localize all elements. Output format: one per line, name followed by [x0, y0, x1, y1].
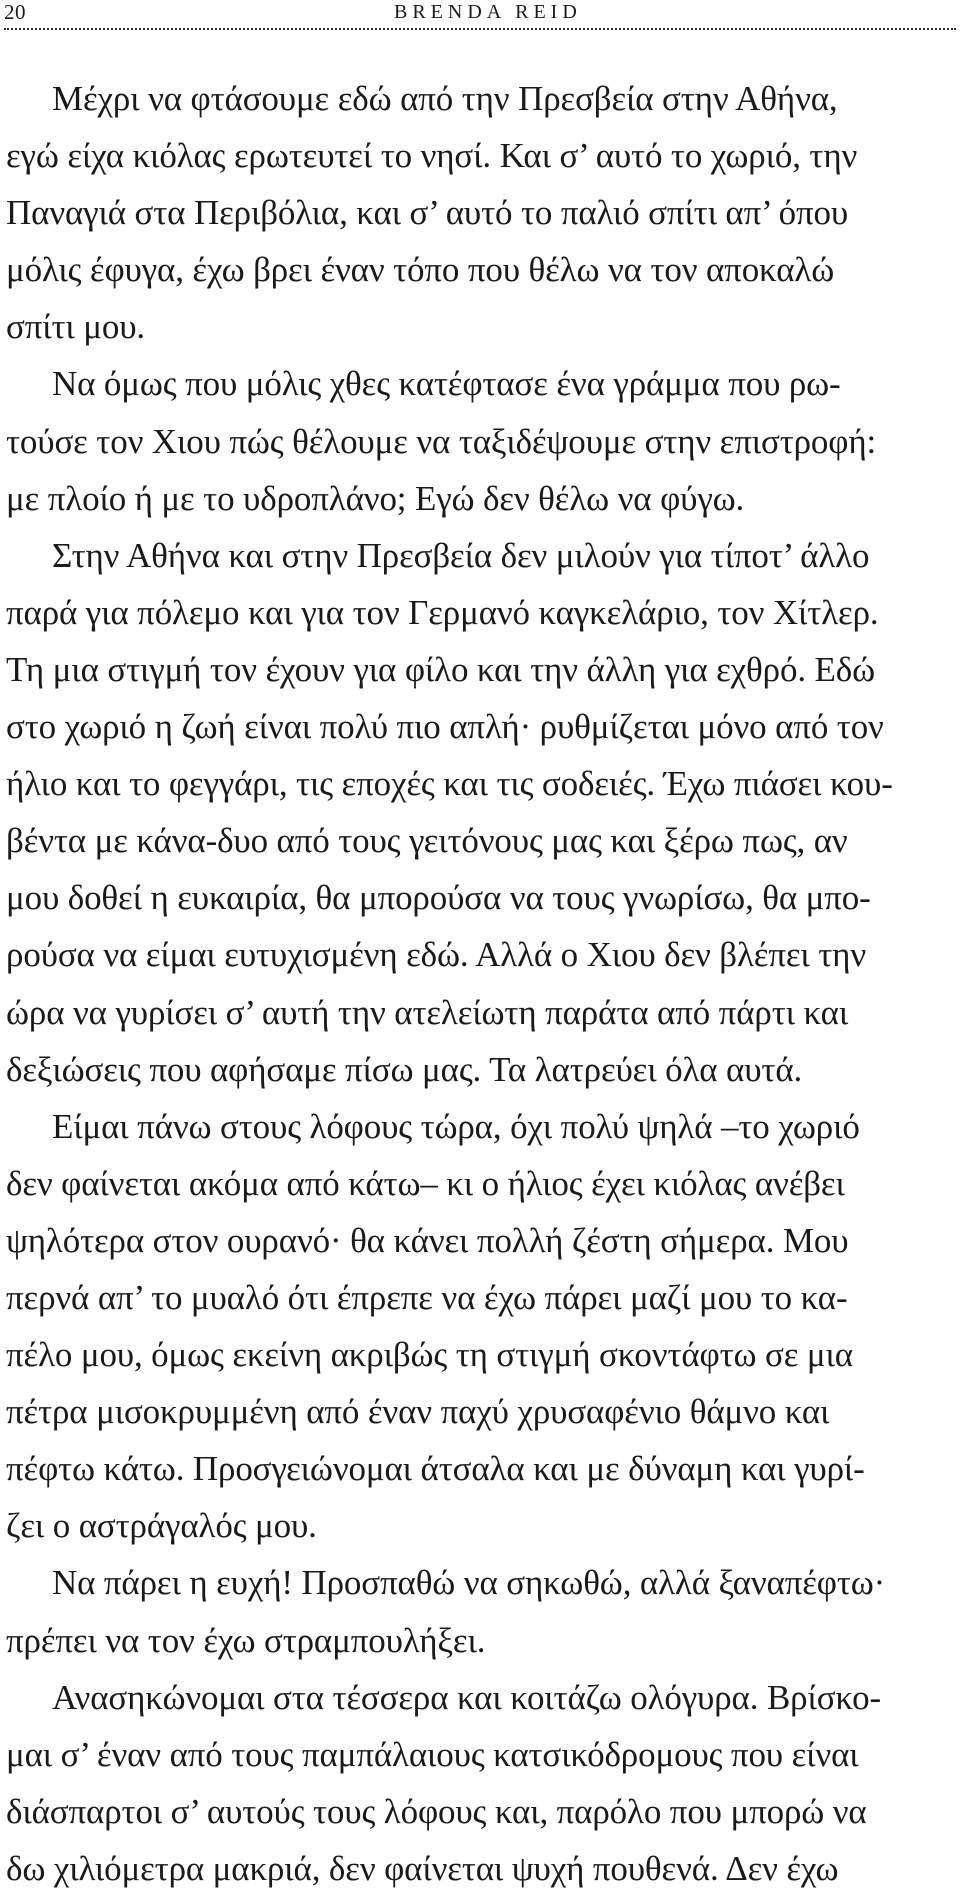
text-line: με πλοίο ή με το υδροπλάνο; Εγώ δεν θέλω να φύγω.	[6, 478, 745, 518]
text-line: βέντα με κάνα-δυο από τους γειτόνους μας και ξέρω πως, αν	[6, 821, 848, 861]
text-line: Παναγιά στα Περιβόλια, και σ’ αυτό το παλιό σπίτι απ’ όπου	[6, 193, 849, 233]
running-head-author: BRENDA REID	[394, 1, 582, 23]
running-head	[4, 0, 956, 30]
page-number: 20	[4, 0, 26, 24]
dotted-rule	[4, 28, 956, 30]
text-line: ρούσα να είμαι ευτυχισμένη εδώ. Αλλά ο Χιου δεν βλέπει την	[6, 935, 867, 975]
text-line: Ανασηκώνομαι στα τέσσερα και κοιτάζω ολόγυρα. Βρίσκο-	[52, 1677, 882, 1717]
text-line: ψηλότερα στον ουρανό· θα κάνει πολλή ζέστη σήμερα. Μου	[6, 1220, 849, 1260]
text-line: δεξιώσεις που αφήσαμε πίσω μας. Τα λατρεύει όλα αυτά.	[6, 1049, 803, 1089]
text-line: Να όμως που μόλις χθες κατέφτασε ένα γράμμα που ρω-	[52, 364, 841, 404]
text-line: ζει ο αστράγαλός μου.	[6, 1506, 317, 1546]
text-line: Μέχρι να φτάσουμε εδώ από την Πρεσβεία στην Αθήνα,	[52, 79, 838, 118]
text-line: παρά για πόλεμο και για τον Γερμανό καγκελάριο, τον Χίτλερ.	[6, 592, 879, 632]
text-line: ήλιο και το φεγγάρι, τις εποχές και τις σοδειές. Έχω πιάσει κου-	[6, 764, 893, 804]
text-line: Να πάρει η ευχή! Προσπαθώ να σηκωθώ, αλλά ξαναπέφτω·	[52, 1563, 886, 1603]
text-line: μου δοθεί η ευκαιρία, θα μπορούσα να τους γνωρίσω, θα μπο-	[6, 878, 871, 918]
text-line: μόλις έφυγα, έχω βρει έναν τόπο που θέλω να τον αποκαλώ	[6, 250, 835, 290]
text-line: δω χιλιόμετρα μακριά, δεν φαίνεται ψυχή πουθενά. Δεν έχω	[6, 1848, 839, 1888]
text-line: περνά απ’ το μυαλό ότι έπρεπε να έχω πάρει μαζί μου το κα-	[6, 1277, 848, 1317]
text-line: στο χωριό η ζωή είναι πολύ πιο απλή· ρυθμίζεται μόνο από τον	[6, 707, 884, 747]
text-line: Τη μια στιγμή τον έχουν για φίλο και την άλλη για εχθρό. Εδώ	[6, 649, 875, 689]
text-line: Στην Αθήνα και στην Πρεσβεία δεν μιλούν για τίποτ’ άλλο	[52, 535, 870, 575]
text-line: διάσπαρτοι σ’ αυτούς τους λόφους και, παρόλο που μπορώ να	[6, 1791, 867, 1831]
text-line: ώρα να γυρίσει σ’ αυτή την ατελείωτη παράτα από πάρτι και	[6, 992, 849, 1032]
body-text	[6, 70, 956, 1897]
text-line: πέφτω κάτω. Προσγειώνομαι άτσαλα και με δύναμη και γυρί-	[6, 1449, 865, 1489]
text-line: πρέπει να τον έχω στραμπουλήξει.	[6, 1620, 486, 1660]
text-line: πέτρα μισοκρυμμένη από έναν παχύ χρυσαφένιο θάμνο και	[6, 1392, 830, 1432]
text-line: σπίτι μου.	[6, 307, 146, 347]
text-line: τούσε τον Χιου πώς θέλουμε να ταξιδέψουμε στην επιστροφή:	[6, 421, 877, 461]
text-line: εγώ είχα κιόλας ερωτευτεί το νησί. Και σ’ αυτό το χωριό, την	[6, 136, 858, 176]
text-line: μαι σ’ έναν από τους παμπάλαιους κατσικόδρομους που είναι	[6, 1734, 859, 1774]
text-line: Είμαι πάνω στους λόφους τώρα, όχι πολύ ψηλά –το χωριό	[52, 1106, 860, 1146]
text-line: πέλο μου, όμως εκείνη ακριβώς τη στιγμή σκοντάφτω σε μια	[6, 1335, 853, 1375]
text-line: δεν φαίνεται ακόμα από κάτω– κι ο ήλιος έχει κιόλας ανέβει	[6, 1163, 845, 1203]
